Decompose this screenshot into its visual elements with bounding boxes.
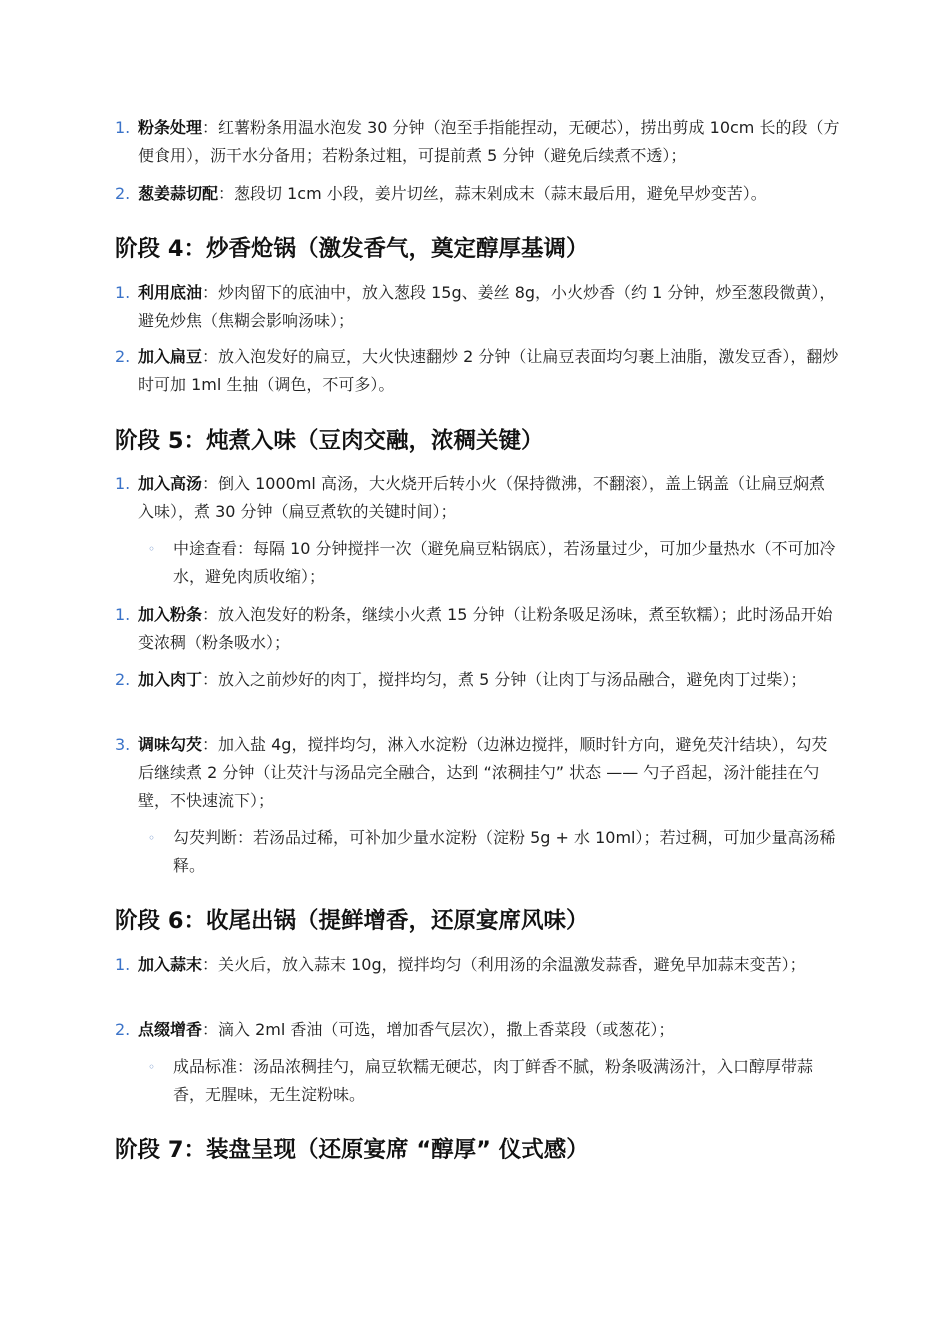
sub-note-standard: [148, 1053, 838, 1109]
list-number: 2.: [115, 1020, 131, 1039]
step-text: ：炒肉留下的底油中，放入葱段 15g、姜丝 8g，小火炒香（约 1 分钟，炒至葱段微黄），避免炒焦（焦糊会影响汤味）；: [138, 283, 836, 330]
stage-6-heading: 阶段 6：收尾出锅（提鲜增香，还原宴席风味）: [115, 908, 589, 934]
step-text: ：滴入 2ml 香油（可选，增加香气层次），撒上香菜段（或葱花）；: [202, 1020, 675, 1039]
step-label: 粉条处理: [138, 118, 203, 137]
list-number: 1.: [115, 955, 131, 974]
step-add-noodles: [115, 601, 840, 657]
list-number: 2.: [115, 670, 131, 689]
step-text: ：放入之前炒好的肉丁，搅拌均匀，煮 5 分钟（让肉丁与汤品融合，避免肉丁过柴）；: [202, 670, 807, 689]
list-number: 1.: [115, 474, 131, 493]
step-add-meat: [115, 666, 840, 694]
stage-5-heading: 阶段 5：炖煮入味（豆肉交融，浓稠关键）: [115, 428, 544, 454]
sub-text: 中途查看：每隔 10 分钟搅拌一次（避免扁豆粘锅底），若汤量过少，可加少量热水（不可加冷水，避免肉质收缩）；: [173, 539, 836, 586]
step-label: 点缀增香: [138, 1020, 203, 1039]
step-add-garlic: [115, 951, 840, 979]
step-text: ：红薯粉条用温水泡发 30 分钟（泡至手指能捏动，无硬芯），捞出剪成 10cm 长的段（方便食用），沥干水分备用；若粉条过粗，可提前煮 5 分钟（避免后续煮不透）；: [138, 118, 840, 165]
sub-note-check: [148, 535, 838, 591]
step-label: 加入粉条: [138, 605, 203, 624]
step-cut-aromatics: [115, 180, 840, 208]
step-text: ：葱段切 1cm 小段，姜片切丝，蒜末剁成末（蒜末最后用，避免早炒变苦）。: [218, 184, 767, 203]
bullet-icon: ◦: [148, 542, 156, 556]
step-text: ：关火后，放入蒜末 10g，搅拌均匀（利用汤的余温激发蒜香，避免早加蒜末变苦）；: [202, 955, 806, 974]
list-number: 2.: [115, 184, 131, 203]
step-text: ：放入泡发好的粉条，继续小火煮 15 分钟（让粉条吸足汤味，煮至软糯）；此时汤品开始变浓稠（粉条吸水）；: [138, 605, 833, 652]
step-text: ：加入盐 4g，搅拌均匀，淋入水淀粉（边淋边搅拌，顺时针方向，避免芡汁结块），勾芡后继续煮 2 分钟（让芡汁与汤品完全融合，达到 “浓稠挂勺” 状态 —— 勺子舀起，汤汁能挂在勺壁，不快速流下）；: [138, 735, 828, 810]
step-label: 调味勾芡: [138, 735, 203, 754]
step-add-stock: [115, 470, 840, 526]
list-number: 1.: [115, 283, 131, 302]
step-label: 加入蒜末: [138, 955, 203, 974]
list-number: 1.: [115, 118, 131, 137]
step-label: 加入高汤: [138, 474, 203, 493]
bullet-icon: ◦: [148, 831, 156, 845]
list-number: 3.: [115, 735, 131, 754]
step-add-beans: [115, 343, 840, 399]
step-label: 加入扁豆: [138, 347, 203, 366]
step-text: ：倒入 1000ml 高汤，大火烧开后转小火（保持微沸，不翻滚），盖上锅盖（让扁豆焖煮入味），煮 30 分钟（扁豆煮软的关键时间）；: [138, 474, 825, 521]
step-garnish: [115, 1016, 840, 1044]
list-number: 2.: [115, 347, 131, 366]
step-label: 加入肉丁: [138, 670, 203, 689]
stage-7-heading: 阶段 7：装盘呈现（还原宴席 “醇厚” 仪式感）: [115, 1137, 589, 1163]
step-season-thicken: [115, 731, 840, 815]
step-use-oil: [115, 279, 840, 335]
step-text: ：放入泡发好的扁豆，大火快速翻炒 2 分钟（让扁豆表面均匀裹上油脂，激发豆香），翻炒时可加 1ml 生抽（调色，不可多）。: [138, 347, 839, 394]
step-soak-noodles: [115, 114, 840, 170]
sub-text: 成品标准：汤品浓稠挂勺，扁豆软糯无硬芯，肉丁鲜香不腻，粉条吸满汤汁，入口醇厚带蒜香，无腥味，无生淀粉味。: [173, 1057, 814, 1104]
step-label: 利用底油: [138, 283, 203, 302]
stage-4-heading: 阶段 4：炒香炝锅（激发香气，奠定醇厚基调）: [115, 236, 589, 262]
sub-note-thickness: [148, 824, 838, 880]
sub-text: 勾芡判断：若汤品过稀，可补加少量水淀粉（淀粉 5g + 水 10ml）；若过稠，可加少量高汤稀释。: [173, 828, 836, 875]
list-number: 1.: [115, 605, 131, 624]
step-label: 葱姜蒜切配: [138, 184, 219, 203]
bullet-icon: ◦: [148, 1060, 156, 1074]
